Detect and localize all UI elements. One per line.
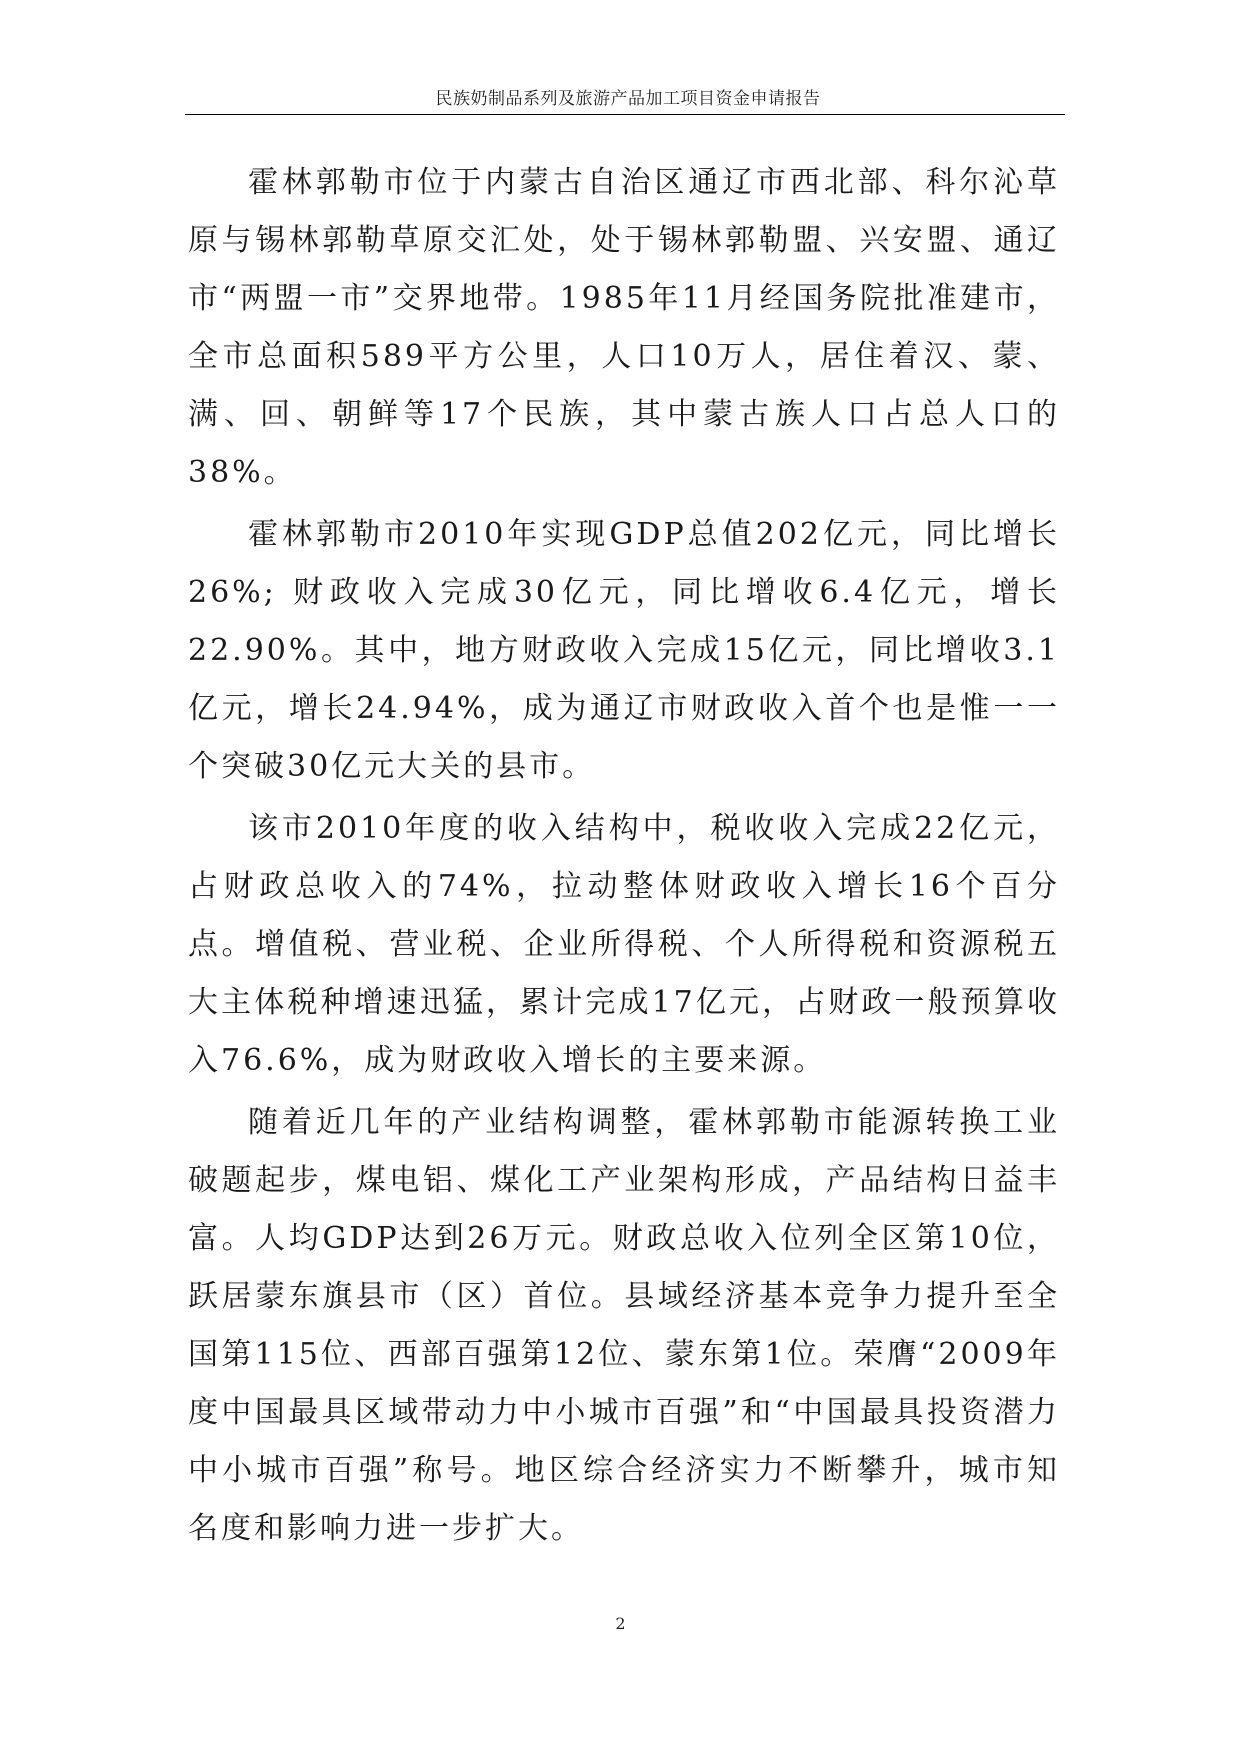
paragraph-gdp-revenue: 霍林郭勒市2010年实现GDP总值202亿元，同比增长26%; 财政收入完成30亿元，同比增收6.4亿元，增长22.90%。其中，地方财政收入完成15亿元，同比增收3.1亿元，增长24.94%，成为通辽市财政收入首个也是惟一一个突破30亿元大关的县市。 <box>188 517 1060 784</box>
paragraph-tax-structure: 该市2010年度的收入结构中，税收收入完成22亿元，占财政总收入的74%，拉动整体财政收入增长16个百分点。增值税、营业税、企业所得税、个人所得税和资源税五大主体税种增速迅猛，累计完成17亿元，占财政一般预算收入76.6%，成为财政收入增长的主要来源。 <box>188 811 1060 1078</box>
paragraph-industry-development: 随着近几年的产业结构调整，霍林郭勒市能源转换工业破题起步，煤电铝、煤化工产业架构形成，产品结构日益丰富。人均GDP达到26万元。财政总收入位列全区第10位，跃居蒙东旗县市（区）首位。县域经济基本竞争力提升至全国第115位、西部百强第12位、蒙东第1位。荣膺“2009年度中国最具区域带动力中小城市百强”和“中国最具投资潜力中小城市百强”称号。地区综合经济实力不断攀升，城市知名度和影响力进一步扩大。 <box>188 1105 1060 1546</box>
header-divider <box>185 114 1065 115</box>
paragraph-city-overview: 霍林郭勒市位于内蒙古自治区通辽市西北部、科尔沁草原与锡林郭勒草原交汇处，处于锡林郭勒盟、兴安盟、通辽市“两盟一市”交界地带。1985年11月经国务院批准建市，全市总面积589平方公里，人口10万人，居住着汉、蒙、满、回、朝鲜等17个民族，其中蒙古族人口占总人口的38%。 <box>188 165 1060 490</box>
page-number: 2 <box>615 1614 626 1633</box>
document-body <box>188 154 1060 1562</box>
page-header: 民族奶制品系列及旅游产品加工项目资金申请报告 <box>435 89 821 109</box>
